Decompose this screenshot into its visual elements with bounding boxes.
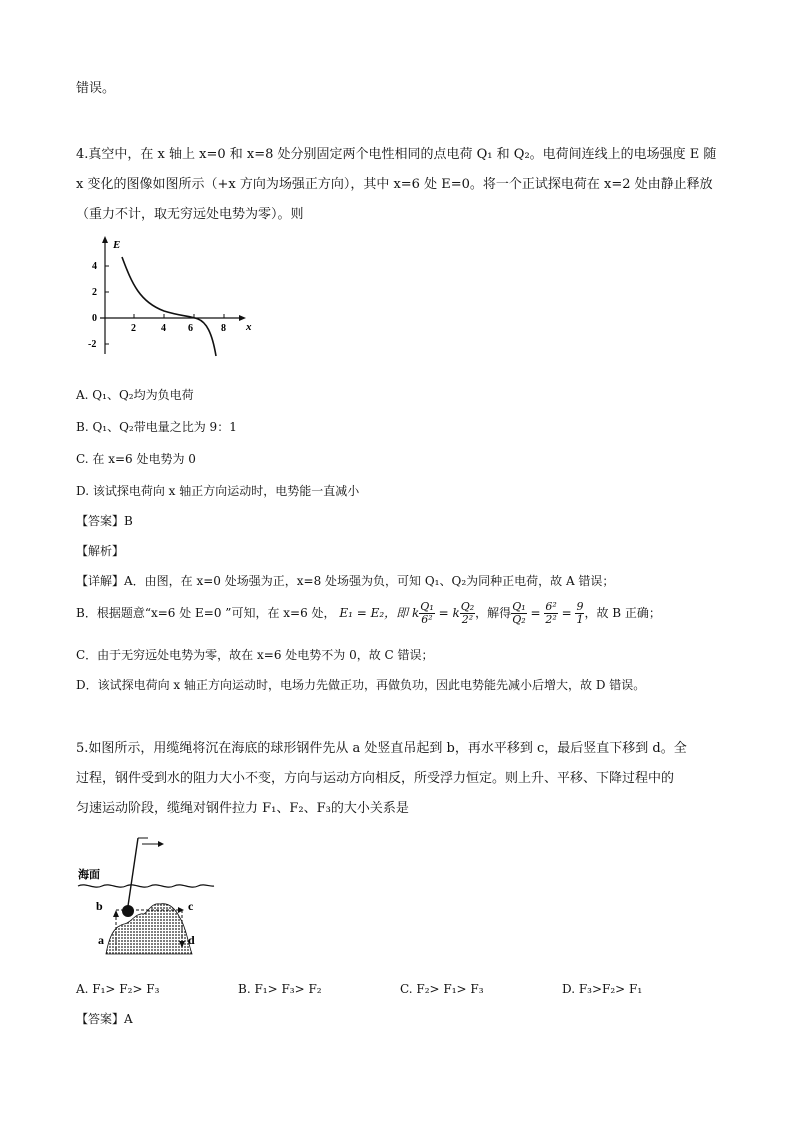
y-axis-label: E xyxy=(113,239,121,251)
k-symbol-2: k xyxy=(452,606,460,620)
x-tick-label-4: 4 xyxy=(161,323,166,334)
detail-b-intro: B．根据题意“x=6 处 E=0 ”可知，在 x=6 处， xyxy=(76,606,336,620)
q5-answer: 【答案】A xyxy=(76,1012,133,1026)
y-tick-label-neg2: -2 xyxy=(88,339,97,350)
y-tick-label-4: 4 xyxy=(92,261,97,272)
x-tick-label-6: 6 xyxy=(188,323,193,334)
equals-sign-2: = xyxy=(530,606,541,620)
equals-sign-1: = xyxy=(438,606,449,620)
q5-stem-line-1: 5.如图所示，用缆绳将沉在海底的球形钢件先从 a 处竖直吊起到 b，再水平移到 c，最后竖直下移到 d。全 xyxy=(76,741,687,756)
y-axis-arrow xyxy=(102,236,108,243)
q4-stem-line-2: x 变化的图像如图所示（+x 方向为场强正方向），其中 x=6 处 E=0。将一个正试探电荷在 x=2 处由静止释放 xyxy=(76,177,713,192)
detail-b-equation: E₁ = E₂，即 xyxy=(339,606,409,620)
q4-detail-a: 【详解】A．由图，在 x=0 处场强为正，x=8 处场强为负，可知 Q₁、Q₂为同种正电荷，故 A 错误； xyxy=(76,574,615,588)
sea-surface-label: 海面 xyxy=(78,869,100,881)
q4-option-b: B. Q₁、Q₂带电量之比为 9：1 xyxy=(76,420,237,434)
equals-sign-3: = xyxy=(561,606,572,620)
y-tick-label-2: 2 xyxy=(92,287,97,298)
detail-b-solve: ，解得 xyxy=(475,606,512,620)
k-symbol-1: k xyxy=(412,606,420,620)
q5-stem-line-3: 匀速运动阶段，缆绳对钢件拉力 F₁、F₂、F₃的大小关系是 xyxy=(76,801,409,816)
previous-answer-end: 错误。 xyxy=(76,81,116,96)
q4-stem-line-1: 4.真空中，在 x 轴上 x=0 和 x=8 处分别固定两个电性相同的点电荷 Q₁ 和 Q₂。电荷间连线上的电场强度 E 随 xyxy=(76,147,717,162)
fraction-q1-over-q2: $\frac{\text{Q₁}}{\text{Q₂}}$ xyxy=(512,600,526,626)
q5-option-d: D. F₃>F₂> F₁ xyxy=(562,982,643,996)
x-tick-label-2: 2 xyxy=(131,323,136,334)
fraction-q2-over-2sq: $\frac{\text{Q₂}}{\text{2²}}$ xyxy=(460,600,475,626)
q5-option-a: A. F₁> F₂> F₃ xyxy=(76,982,160,996)
pull-arrow-icon xyxy=(158,841,164,847)
field-curve xyxy=(122,257,216,356)
q5-stem-line-2: 过程，钢件受到水的阻力大小不变，方向与运动方向相反，所受浮力恒定。则上升、平移、下降过程中的 xyxy=(76,771,675,786)
q4-option-a: A. Q₁、Q₂均为负电荷 xyxy=(76,388,194,402)
point-label-b: b xyxy=(96,899,103,913)
q5-option-c: C. F₂> F₁> F₃ xyxy=(400,982,484,996)
q5-option-b: B. F₁> F₃> F₂ xyxy=(238,982,322,996)
y-tick-label-0: 0 xyxy=(92,313,97,324)
fraction-6sq-over-2sq: $\frac{\text{6²}}{\text{2²}}$ xyxy=(545,600,557,626)
sea-surface-wave xyxy=(78,885,214,887)
x-tick-label-8: 8 xyxy=(221,323,226,334)
q4-analysis-heading: 【解析】 xyxy=(76,544,125,558)
q4-answer: 【答案】B xyxy=(76,514,133,528)
x-axis-label: x xyxy=(246,321,252,333)
q4-detail-d: D．该试探电荷向 x 轴正方向运动时，电场力先做正功，再做负功，因此电势能先减小后增大，故 D 错误。 xyxy=(76,678,646,692)
seabed-lifting-figure xyxy=(76,832,216,962)
q4-option-d: D. 该试探电荷向 x 轴正方向运动时，电势能一直减小 xyxy=(76,484,360,498)
e-x-graph xyxy=(80,232,260,362)
q4-detail-b xyxy=(76,600,661,626)
q4-option-c: C. 在 x=6 处电势为 0 xyxy=(76,452,196,466)
detail-b-conclusion: ，故 B 正确； xyxy=(584,606,661,620)
point-label-c: c xyxy=(188,899,194,913)
x-axis-arrow xyxy=(239,315,246,321)
q4-stem-line-3: （重力不计，取无穷远处电势为零）。则 xyxy=(76,207,304,222)
cable xyxy=(128,838,138,906)
point-label-d: d xyxy=(188,933,195,947)
steel-ball-icon xyxy=(122,905,134,917)
fraction-q1-over-6sq: $\frac{\text{Q₁}}{\text{6²}}$ xyxy=(420,600,434,626)
point-label-a: a xyxy=(98,933,104,947)
q4-detail-c: C．由于无穷远处电势为零，故在 x=6 处电势不为 0，故 C 错误； xyxy=(76,648,434,662)
fraction-9-over-1: $\frac{9}{1}$ xyxy=(576,600,584,626)
